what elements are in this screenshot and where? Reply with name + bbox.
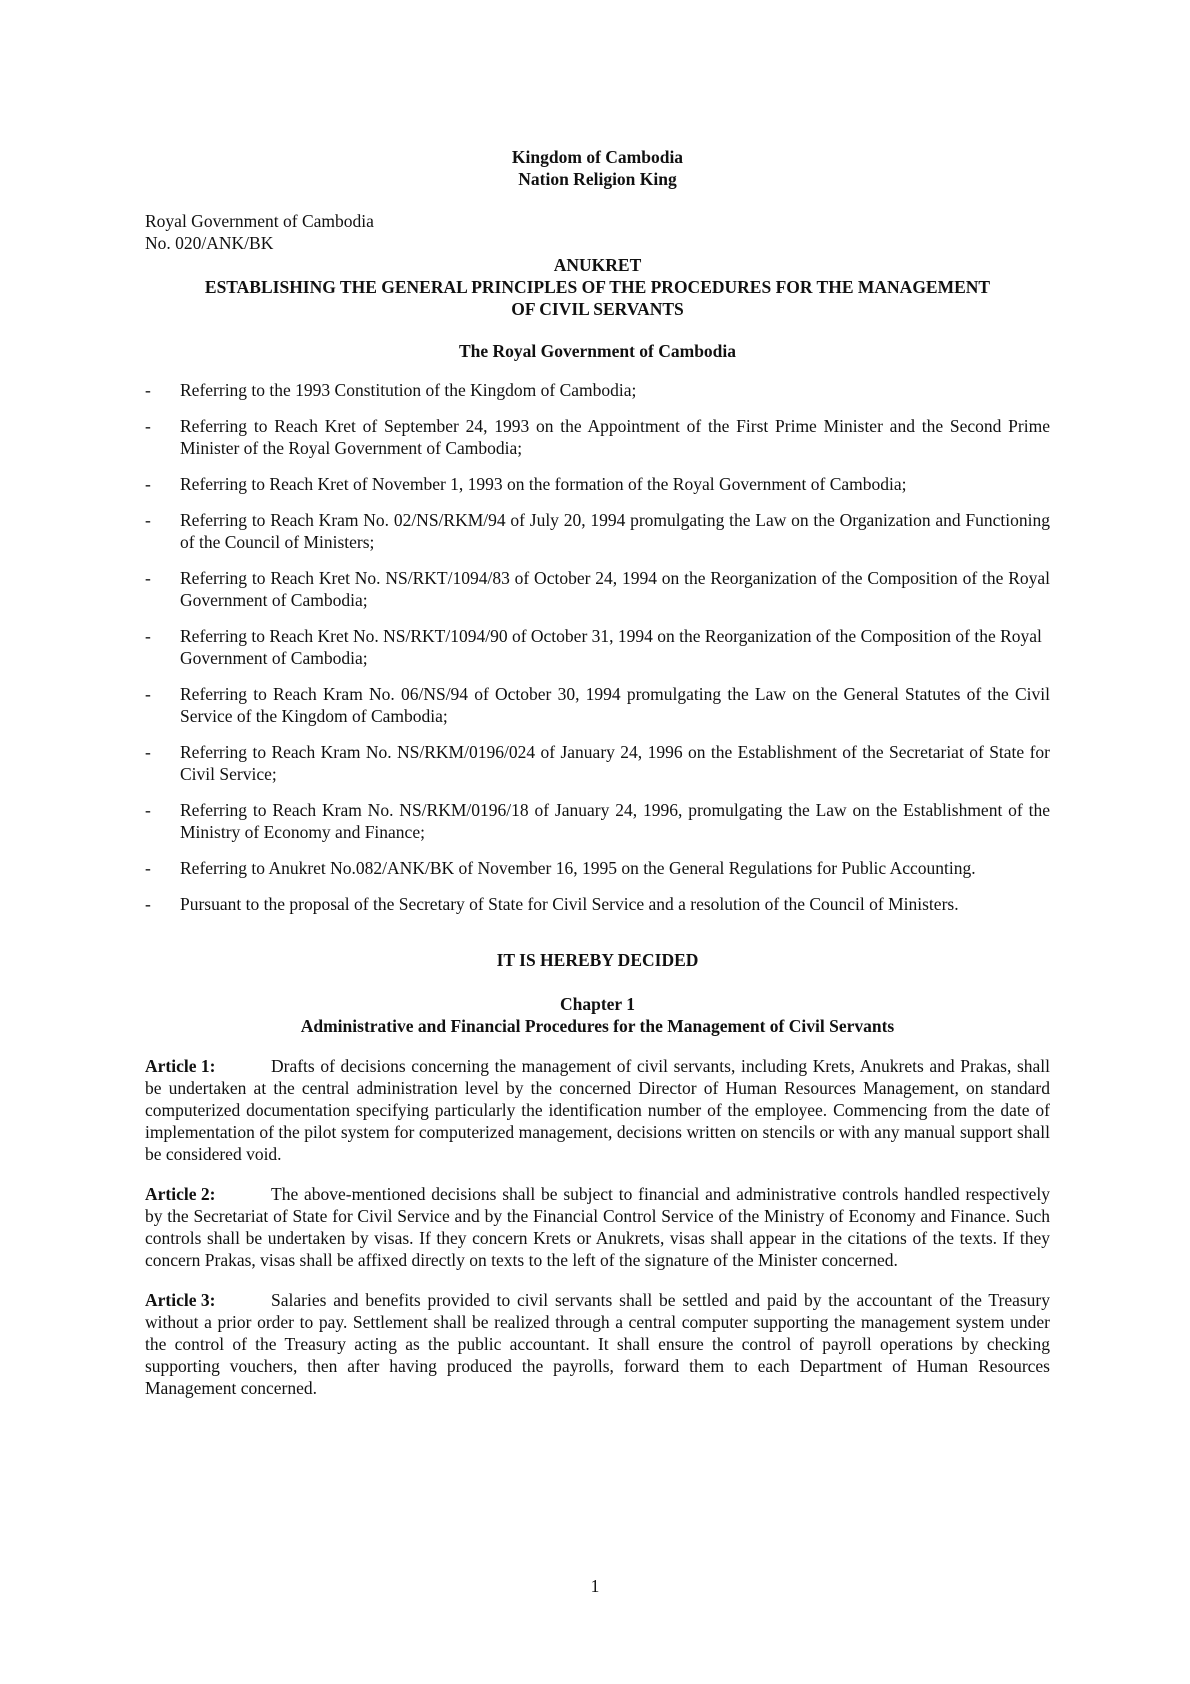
chapter-label: Chapter 1 [559, 994, 636, 1014]
reference-item [145, 567, 1050, 611]
article-text: Drafts of decisions concerning the management of civil servants, including Krets, Anukrets and Prakas, shall be undertaken at the central administration level by the concerned Director of Human Resources Management, on standard computerized documentation specifying particularly the identification number of the employee. Commencing from the date of implementation of the pilot system for computerized management, decisions written on stencils or with any manual support shall be considered void. [145, 1056, 1050, 1164]
chapter-title: Administrative and Financial Procedures for the Management of Civil Servants [300, 1016, 895, 1036]
article-2 [145, 1183, 1050, 1271]
motto-line: Nation Religion King [518, 169, 677, 189]
reference-text: Referring to Reach Kram No. NS/RKM/0196/18 of January 24, 1996, promulgating the Law on the Establishment of the Ministry of Economy and Finance; [180, 800, 1050, 842]
reference-text: Referring to the 1993 Constitution of the Kingdom of Cambodia; [180, 380, 637, 400]
government-block [145, 210, 1050, 254]
reference-item [145, 509, 1050, 553]
government-name: Royal Government of Cambodia [145, 211, 374, 231]
decision-heading: IT IS HEREBY DECIDED [496, 950, 699, 970]
article-1 [145, 1055, 1050, 1165]
dash: - [145, 380, 151, 400]
dash: - [145, 858, 151, 878]
reference-text: Referring to Reach Kret No. NS/RKT/1094/83 of October 24, 1994 on the Reorganization of the Composition of the Royal Government of Cambodia; [180, 568, 1050, 610]
document-type: ANUKRET [553, 255, 642, 275]
dash: - [145, 894, 151, 914]
reference-item [145, 799, 1050, 843]
reference-text: Referring to Reach Kret of September 24, 1993 on the Appointment of the First Prime Minister and the Second Prime Minister of the Royal Government of Cambodia; [180, 416, 1050, 458]
article-3 [145, 1289, 1050, 1399]
document-number: No. 020/ANK/BK [145, 233, 274, 253]
chapter-heading [145, 993, 1050, 1037]
reference-text: Referring to Reach Kret No. NS/RKT/1094/90 of October 31, 1994 on the Reorganization of the Composition of the Royal Government of Cambodia; [180, 626, 1042, 668]
reference-item [145, 683, 1050, 727]
title-line-2: OF CIVIL SERVANTS [511, 299, 684, 319]
reference-text: Referring to Reach Kret of November 1, 1993 on the formation of the Royal Government of Cambodia; [180, 474, 907, 494]
kingdom-line: Kingdom of Cambodia [511, 147, 684, 167]
article-label: Article 1: [145, 1056, 216, 1076]
document-title [145, 254, 1050, 320]
reference-text: Referring to Anukret No.082/ANK/BK of November 16, 1995 on the General Regulations for Public Accounting. [180, 858, 976, 878]
dash: - [145, 510, 151, 530]
dash: - [145, 474, 151, 494]
document-page [145, 146, 1050, 1417]
page-number: 1 [590, 1576, 600, 1596]
article-text: Salaries and benefits provided to civil servants shall be settled and paid by the accountant of the Treasury without a prior order to pay. Settlement shall be realized through a central computer supporting the management system under the control of the Treasury acting as the public accountant. It shall ensure the control of payroll operations by checking supporting vouchers, then after having produced the payrolls, forward them to each Department of Human Resources Management concerned. [145, 1290, 1050, 1398]
reference-item [145, 741, 1050, 785]
reference-item [145, 379, 1050, 401]
document-header [145, 146, 1050, 190]
article-text: The above-mentioned decisions shall be subject to financial and administrative controls handled respectively by the Secretariat of State for Civil Service and by the Financial Control Service of the Ministry of Economy and Finance. Such controls shall be undertaken by visas. If they concern Krets or Anukrets, visas shall appear in the citations of the texts. If they concern Prakas, visas shall be affixed directly on texts to the left of the signature of the Minister concerned. [145, 1184, 1050, 1270]
dash: - [145, 568, 151, 588]
reference-text: Referring to Reach Kram No. NS/RKM/0196/024 of January 24, 1996 on the Establishment of the Secretariat of State for Civil Service; [180, 742, 1050, 784]
issuer-subtitle: The Royal Government of Cambodia [458, 341, 737, 361]
reference-item [145, 415, 1050, 459]
dash: - [145, 626, 151, 646]
reference-item [145, 893, 1050, 915]
references-list [145, 379, 1050, 915]
reference-text: Referring to Reach Kram No. 02/NS/RKM/94 of July 20, 1994 promulgating the Law on the Organization and Functioning of the Council of Ministers; [180, 510, 1050, 552]
article-label: Article 3: [145, 1290, 216, 1310]
reference-item [145, 625, 1050, 669]
reference-item [145, 473, 1050, 495]
article-label: Article 2: [145, 1184, 216, 1204]
dash: - [145, 742, 151, 762]
reference-item [145, 857, 1050, 879]
reference-text: Referring to Reach Kram No. 06/NS/94 of October 30, 1994 promulgating the Law on the General Statutes of the Civil Service of the Kingdom of Cambodia; [180, 684, 1050, 726]
dash: - [145, 416, 151, 436]
dash: - [145, 800, 151, 820]
reference-text: Pursuant to the proposal of the Secretary of State for Civil Service and a resolution of the Council of Ministers. [180, 894, 959, 914]
dash: - [145, 684, 151, 704]
title-line-1: ESTABLISHING THE GENERAL PRINCIPLES OF THE PROCEDURES FOR THE MANAGEMENT [204, 277, 991, 297]
